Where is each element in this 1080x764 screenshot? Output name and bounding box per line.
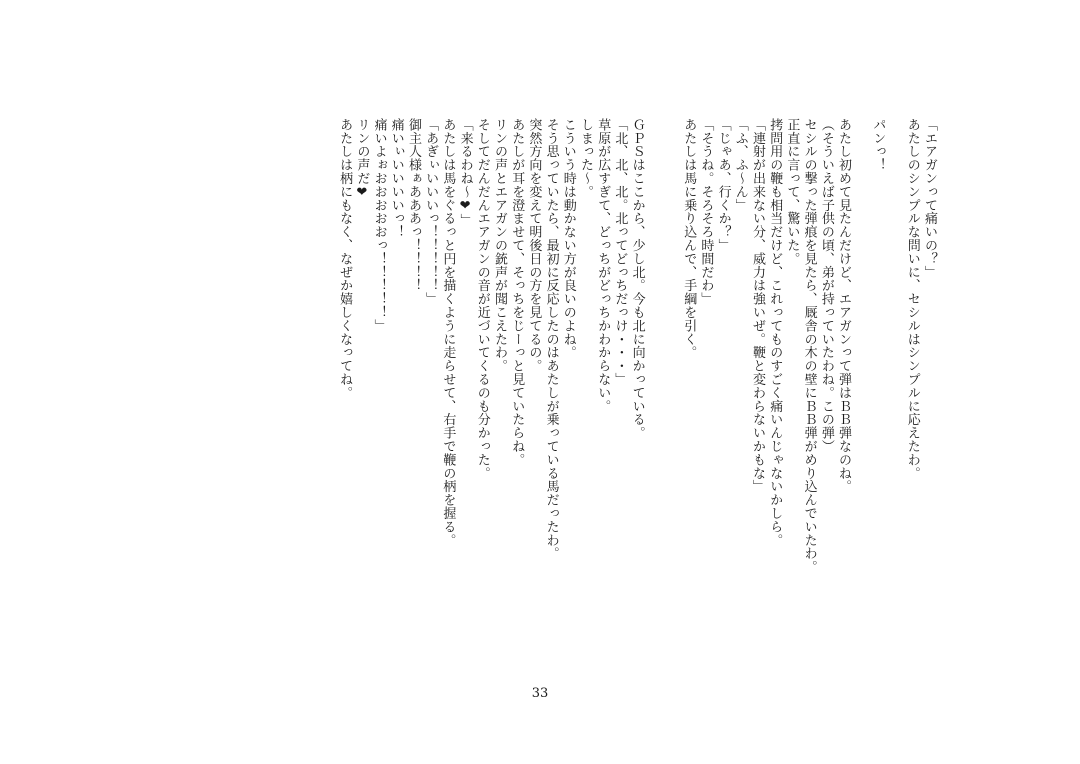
text-line: こういう時は動かない方が良いのよね。	[560, 118, 576, 360]
text-line: そう思っていたら、最初に反応したのはあたしが乗っている馬だったわ。	[543, 118, 559, 561]
text-line: 御主人様ぁあああっ！！！！	[405, 118, 421, 293]
text-line: あたしは馬をぐるっと円を描くように走らせて、右手で鞭の柄を握る。	[440, 118, 456, 547]
text-line: あたしのシンプルな問いに、セシルはシンプルに応えたわ。	[904, 118, 920, 480]
text-line: 「ふ、ふ〜ん」	[732, 118, 748, 212]
text-line: 「エアガンって痛いの？」	[922, 118, 937, 279]
text-line: 草原が広すぎて、どっちがどっちかわからない。	[595, 118, 611, 413]
blank-line	[663, 118, 680, 588]
text-line: あたしは馬に乗り込んで、手綱を引く。	[681, 118, 697, 360]
text-line: 痛いぃいいいいっ！	[388, 118, 404, 239]
page-number: 33	[531, 686, 549, 701]
blank-line	[646, 118, 663, 588]
text-line: 「来るわね〜❤」	[457, 118, 473, 228]
text-line: 突然方向を変えて明後日の方を見てるの。	[526, 118, 542, 373]
text-line: 「そうね。そろそろ時間だわ」	[698, 118, 714, 306]
text-line: あたしは柄にもなく、なぜか嬉しくなってね。	[337, 118, 353, 400]
text-line: 「あぎぃいいいっ！！！！！」	[423, 118, 439, 306]
text-line: 「じゃあ、行くか？」	[715, 118, 731, 252]
text-line: あたしが耳を澄ませて、そっちをじーっと見ていたらね。	[509, 118, 525, 467]
text-line: 正直に言って、驚いた。	[784, 118, 800, 266]
text-line: しまった〜。	[578, 118, 593, 199]
text-line: セシルの撃った弾痕を見たら、厩舎の木の壁にＢＢ弾がめり込んでいたわ。	[801, 118, 817, 574]
text-line: リンの声とエアガンの銃声が聞こえたわ。	[491, 118, 507, 373]
text-line: パンっ！	[870, 118, 886, 172]
text-line: 拷問用の鞭も相当だけど、これってものすごく痛いんじゃないかしら。	[767, 118, 783, 547]
text-line: 「北、北、北。北ってどっちだっけ・・・」	[612, 118, 628, 386]
text-line: そしてだんだんエアガンの音が近づいてくるのも分かった。	[474, 118, 490, 480]
blank-line	[852, 118, 869, 588]
text-line: （そういえば子供の頃、弟が持っていたわね。この弾）	[818, 118, 834, 453]
text-line: リンの声だ❤	[354, 118, 370, 201]
blank-line	[886, 118, 903, 588]
text-line: あたし初めて見たんだけど、エアガンって弾はＢＢ弾なのね。	[836, 118, 852, 494]
text-line: 痛いよぉおおおおおっ！！！！！」	[371, 118, 387, 333]
text-line: ＧＰＳはここから、少し北。今も北に向かっている。	[629, 118, 645, 440]
vertical-text-body	[336, 118, 938, 588]
text-line: 「連射が出来ない分、威力は強いぜ。鞭と変わらないかもな」	[750, 118, 765, 494]
